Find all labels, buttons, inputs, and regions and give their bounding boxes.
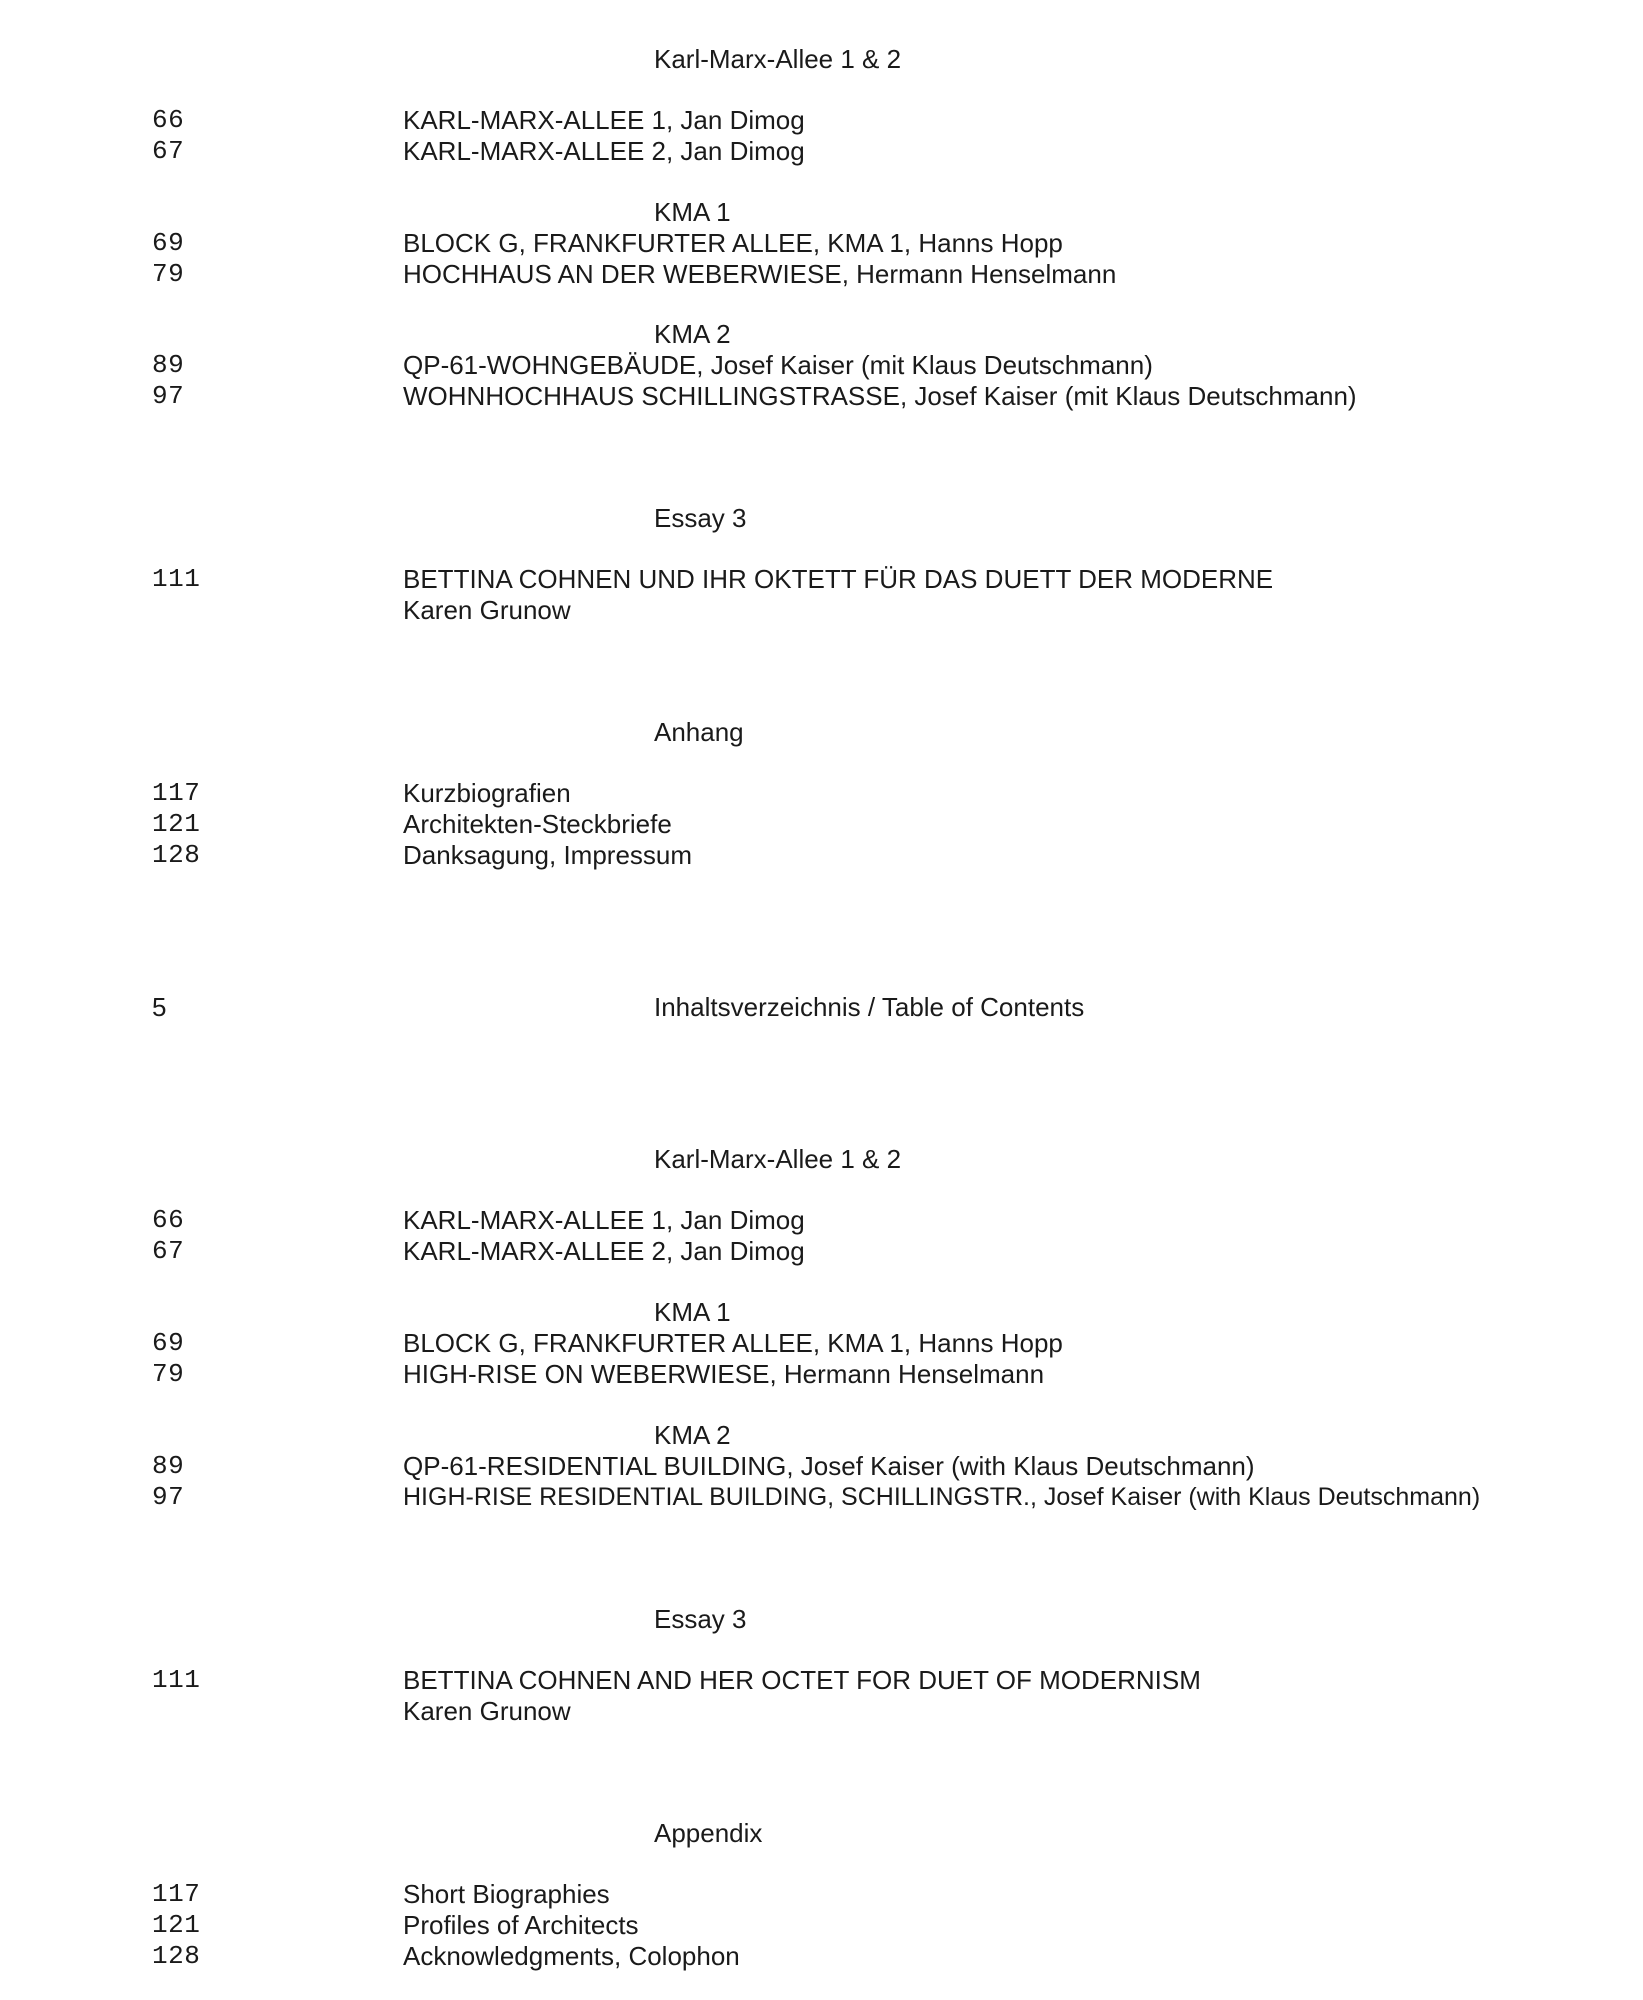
entry-title: KARL-MARX-ALLEE 2, Jan Dimog (403, 1236, 805, 1266)
entry-title: KARL-MARX-ALLEE 2, Jan Dimog (403, 136, 805, 166)
toc-entry[interactable] (0, 839, 1643, 871)
entry-title: WOHNHOCHHAUS SCHILLINGSTRASSE, Josef Kaiser (mit Klaus Deutschmann) (403, 381, 1357, 411)
section-heading-kma: Karl-Marx-Allee 1 & 2 (654, 1144, 902, 1174)
entry-title: HOCHHAUS AN DER WEBERWIESE, Hermann Henselmann (403, 259, 1117, 289)
section-heading (0, 1296, 1643, 1328)
entry-page-number: 121 (152, 1910, 201, 1940)
entry-title: BLOCK G, FRANKFURTER ALLEE, KMA 1, Hanns Hopp (403, 228, 1063, 258)
toc-entry[interactable] (0, 349, 1643, 381)
page-number: 5 (152, 992, 167, 1022)
entry-title: BETTINA COHNEN UND IHR OKTETT FÜR DAS DUETT DER MODERNE (403, 564, 1274, 594)
section-heading (0, 1419, 1643, 1451)
entry-title: Danksagung, Impressum (403, 840, 693, 870)
toc-entry[interactable] (0, 258, 1643, 290)
section-heading (0, 43, 1643, 75)
entry-page-number: 128 (152, 840, 201, 870)
section-heading-kma: Karl-Marx-Allee 1 & 2 (654, 44, 902, 74)
toc-entry[interactable] (0, 808, 1643, 840)
entry-title: Architekten-Steckbriefe (403, 809, 672, 839)
entry-page-number: 128 (152, 1941, 201, 1971)
section-heading-essay: Essay 3 (654, 1604, 747, 1634)
entry-title: Acknowledgments, Colophon (403, 1941, 740, 1971)
section-heading-kma2: KMA 2 (654, 319, 731, 349)
entry-title: BETTINA COHNEN AND HER OCTET FOR DUET OF MODERNISM (403, 1665, 1201, 1695)
entry-page-number: 111 (152, 1665, 201, 1695)
toc-entry[interactable] (0, 1481, 1643, 1513)
toc-entry[interactable] (0, 563, 1643, 595)
section-heading (0, 502, 1643, 534)
entry-page-number: 66 (152, 1205, 185, 1235)
entry-page-number: 66 (152, 105, 185, 135)
section-heading (0, 1603, 1643, 1635)
entry-title: Short Biographies (403, 1879, 610, 1909)
toc-entry[interactable] (0, 1358, 1643, 1390)
entry-title: HIGH-RISE RESIDENTIAL BUILDING, SCHILLINGSTR., Josef Kaiser (with Klaus Deutschmann) (403, 1483, 1481, 1511)
section-heading-kma2: KMA 2 (654, 1420, 731, 1450)
toc-entry[interactable] (0, 380, 1643, 412)
entry-page-number: 79 (152, 259, 185, 289)
entry-page-number: 117 (152, 1879, 201, 1909)
section-heading-appendix: Anhang (654, 717, 744, 747)
section-heading-kma1: KMA 1 (654, 197, 731, 227)
entry-title: Kurzbiografien (403, 778, 571, 808)
section-heading-kma1: KMA 1 (654, 1297, 731, 1327)
section-heading-essay: Essay 3 (654, 503, 747, 533)
toc-entry[interactable] (0, 1909, 1643, 1941)
entry-author: Karen Grunow (403, 595, 571, 625)
section-heading (0, 1817, 1643, 1849)
entry-title: KARL-MARX-ALLEE 1, Jan Dimog (403, 1205, 805, 1235)
entry-page-number: 67 (152, 136, 185, 166)
toc-entry[interactable] (0, 1450, 1643, 1482)
toc-entry-author (0, 594, 1643, 626)
section-heading-appendix: Appendix (654, 1818, 763, 1848)
toc-entry[interactable] (0, 1327, 1643, 1359)
entry-page-number: 79 (152, 1359, 185, 1389)
toc-entry[interactable] (0, 1235, 1643, 1267)
entry-page-number: 121 (152, 809, 201, 839)
entry-page-number: 69 (152, 228, 185, 258)
entry-page-number: 97 (152, 381, 185, 411)
toc-entry[interactable] (0, 1664, 1643, 1696)
entry-page-number: 111 (152, 564, 201, 594)
entry-page-number: 97 (152, 1482, 185, 1512)
toc-entry[interactable] (0, 227, 1643, 259)
entry-page-number: 117 (152, 778, 201, 808)
section-heading (0, 1143, 1643, 1175)
entry-title: BLOCK G, FRANKFURTER ALLEE, KMA 1, Hanns Hopp (403, 1328, 1063, 1358)
entry-title: Profiles of Architects (403, 1910, 639, 1940)
toc-entry-author (0, 1695, 1643, 1727)
section-heading (0, 716, 1643, 748)
toc-entry[interactable] (0, 135, 1643, 167)
entry-page-number: 89 (152, 1451, 185, 1481)
section-heading (0, 196, 1643, 228)
entry-page-number: 89 (152, 350, 185, 380)
entry-title: HIGH-RISE ON WEBERWIESE, Hermann Henselmann (403, 1359, 1045, 1389)
page-title: Inhaltsverzeichnis / Table of Contents (654, 992, 1085, 1022)
entry-page-number: 67 (152, 1236, 185, 1266)
toc-entry[interactable] (0, 1878, 1643, 1910)
entry-title: QP-61-WOHNGEBÄUDE, Josef Kaiser (mit Klaus Deutschmann) (403, 350, 1153, 380)
toc-entry[interactable] (0, 104, 1643, 136)
entry-page-number: 69 (152, 1328, 185, 1358)
toc-entry[interactable] (0, 1940, 1643, 1972)
entry-title: KARL-MARX-ALLEE 1, Jan Dimog (403, 105, 805, 135)
entry-author: Karen Grunow (403, 1696, 571, 1726)
toc-entry[interactable] (0, 777, 1643, 809)
entry-title: QP-61-RESIDENTIAL BUILDING, Josef Kaiser (with Klaus Deutschmann) (403, 1451, 1255, 1481)
toc-entry[interactable] (0, 1204, 1643, 1236)
section-heading (0, 318, 1643, 350)
page-title-line (0, 991, 1643, 1023)
